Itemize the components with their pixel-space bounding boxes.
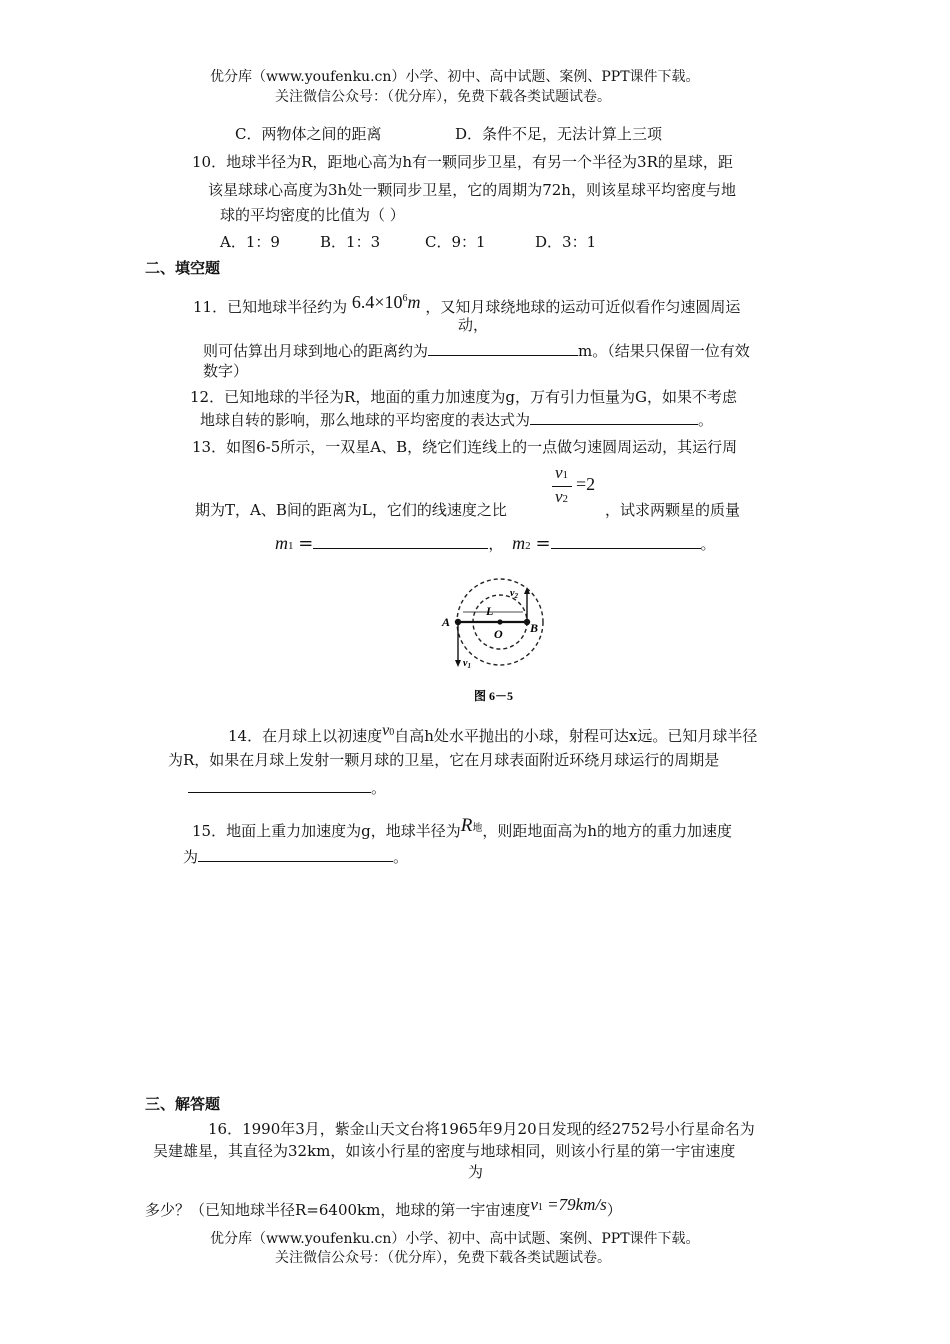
q11-prefix: 11．已知地球半径约为 [193,298,348,316]
q14-line-3: 。 [188,778,386,798]
label-l: L [486,604,494,618]
figure-6-5 [430,568,560,708]
q12-line-2: 地球自转的影响，那么地球的平均密度的表达式为 。 [200,411,714,429]
q14-line-1: 14．在月球上以初速度v0自高h处水平抛出的小球，射程可达x远。已知月球半径 [228,722,758,745]
v1-earth-value: v1 =79km/s [530,1195,607,1214]
label-o: O [494,627,503,641]
q9-option-d: D．条件不足，无法计算上三项 [455,125,663,143]
label-v1: $v_1$ [463,658,471,670]
q11-radius-value: $6.4\times 10^6m$ [351,292,421,312]
q12-line-1: 12．已知地球的半径为R，地面的重力加速度为g，万有引力恒量为G，如果不考虑 [190,388,737,406]
q14-answer-blank[interactable] [188,778,371,793]
q15-answer-blank[interactable] [198,847,393,862]
center-o [497,619,502,624]
label-v2: $v_2$ [510,588,518,600]
label-a: A [442,615,451,629]
figure-caption: 图 6－5 [474,689,514,703]
q11-line-1 [193,293,740,317]
section-3-title: 三、解答题 [145,1095,221,1113]
header-line-2: 关注微信公众号：（优分库），免费下载各类试题试卷。 [275,89,611,105]
q10-option-a: A．1：9 [220,233,280,251]
q16-line-3: 为 [468,1163,484,1181]
q10-option-b: B．1：3 [320,233,381,251]
q11-suffix: ，又知月球绕地球的运动可近似看作匀速圆周运 [425,298,741,316]
q13-velocity-ratio: v1 v2 =2 [552,463,612,513]
m2-answer-blank[interactable] [551,534,701,549]
q10-line-1: 10．地球半径为R，距地心高为h有一颗同步卫星，有另一个半径为3R的星球，距 [192,153,733,171]
q13-line-2b: ，试求两颗星的质量 [605,501,741,519]
q11-answer-blank[interactable] [428,341,578,356]
q13-line-1: 13．如图6-5所示，一双星A、B，绕它们连线上的一点做匀速圆周运动，其运行周 [192,438,738,456]
r-earth-symbol: R地 [460,815,483,836]
q10-line-2: 该星球球心高度为3h处一颗同步卫星，它的周期为72h，则该星球平均密度与地 [208,181,736,199]
q9-option-c: C．两物体之间的距离 [235,125,382,143]
q13-line-3: m1 = ， m2 = 。 [275,533,716,554]
label-b: B [530,621,539,635]
q11-line-2: 则可估算出月球到地心的距离约为 m。（结果只保留一位有效 [203,342,750,360]
footer-line-1: 优分库（www.youfenku.cn）小学、初中、高中试题、案例、PPT课件下载。 [210,1231,700,1247]
q11-line-3: 数字） [203,362,249,380]
m1-answer-blank[interactable] [313,534,488,549]
header-line-1: 优分库（www.youfenku.cn）小学、初中、高中试题、案例、PPT课件下载。 [210,69,700,85]
q15-line-2: 为 。 [183,848,409,866]
v0-symbol: v0 [382,722,395,739]
q15-line-1: 15．地面上重力加速度为g，地球半径为R地，则距地面高为h的地方的重力加速度 [192,815,732,840]
q12-answer-blank[interactable] [530,410,698,425]
footer-line-2: 关注微信公众号：（优分库），免费下载各类试题试卷。 [275,1250,611,1266]
q13-line-2a: 期为T，A、B间的距离为L，它们的线速度之比 [195,501,507,519]
q11-wrap: 动， [458,316,489,334]
q16-line-1: 16．1990年3月，紫金山天文台将1965年9月20日发现的经2752号小行星命名为 [208,1120,755,1138]
section-2-title: 二、填空题 [145,259,221,277]
q10-line-3: 球的平均密度的比值为（ ） [220,206,405,224]
q10-option-d: D．3：1 [535,233,597,251]
q16-line-4: 多少？（已知地球半径R=6400km，地球的第一宇宙速度v1 =79km/s） [145,1195,622,1219]
m1-symbol: m1 [275,533,294,553]
q14-line-2: 为R，如果在月球上发射一颗月球的卫星，它在月球表面附近环绕月球运行的周期是 [168,751,720,769]
m2-symbol: m2 [512,533,531,553]
q16-line-2: 吴建雄星，其直径为32km，如该小行星的密度与地球相同，则该小行星的第一宇宙速度 [153,1142,736,1160]
q10-option-c: C．9：1 [425,233,486,251]
